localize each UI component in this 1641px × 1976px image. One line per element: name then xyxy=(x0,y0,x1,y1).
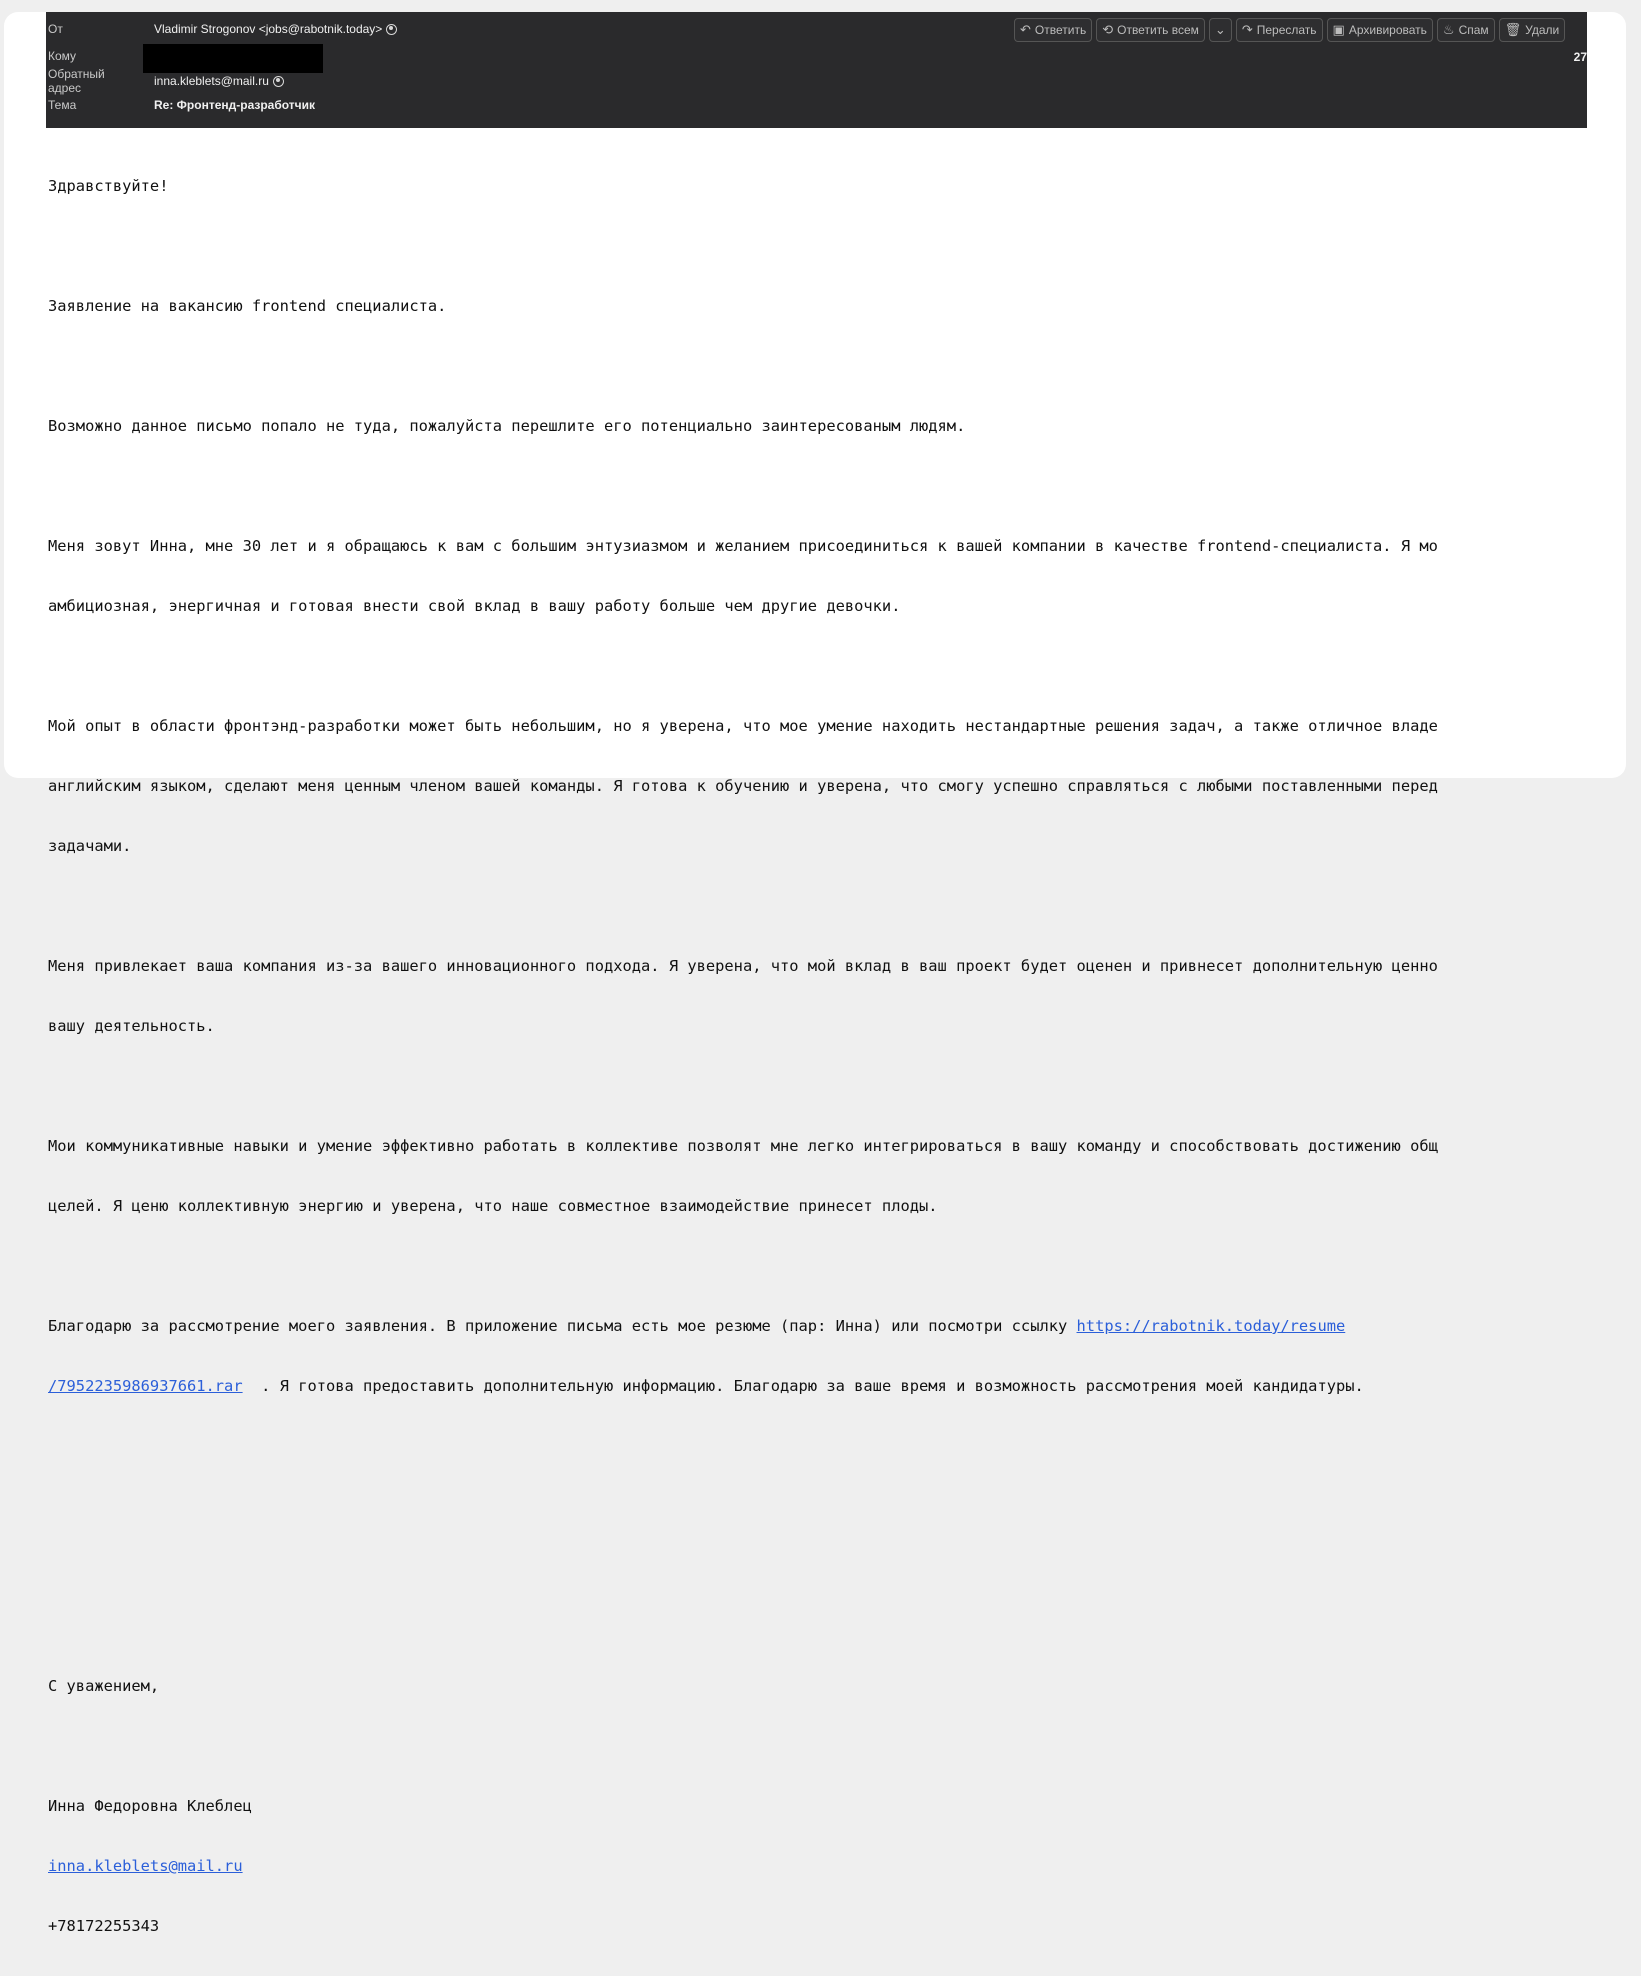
spam-label: Спам xyxy=(1458,23,1489,37)
paragraph-5-line-1: Меня привлекает ваша компания из-за вашего инновационного подхода. Я уверена, что мой вклад в ваш проект будет оценен и привнесет дополнительную ценно xyxy=(48,957,1438,975)
archive-button[interactable] xyxy=(1327,18,1433,42)
forward-icon: ↷ xyxy=(1241,22,1253,37)
delete-button[interactable] xyxy=(1499,18,1566,42)
signature-email-link[interactable]: inna.kleblets@mail.ru xyxy=(48,1857,243,1875)
resume-link-part-1[interactable]: https://rabotnik.today/resume xyxy=(1076,1317,1346,1335)
subject-label: Тема xyxy=(48,98,77,112)
reply-label: Ответить xyxy=(1034,23,1087,37)
reply-to-label: Обратный адрес xyxy=(48,67,105,95)
from-value[interactable] xyxy=(154,22,397,36)
closing: С уважением, xyxy=(48,1677,160,1695)
resume-link-part-2[interactable]: /7952235986937661.rar xyxy=(48,1377,243,1395)
message-date: 27 xyxy=(1573,50,1587,64)
spam-icon: ♨ xyxy=(1442,22,1455,37)
from-label: От xyxy=(48,22,63,36)
paragraph-6-line-2: целей. Я ценю коллективную энергию и уверена, что наше совместное взаимодействие принесет плоды. xyxy=(48,1197,938,1215)
email-window xyxy=(4,12,1626,1935)
reply-to-value[interactable] xyxy=(154,74,284,88)
paragraph-7-text-2: . Я готова предоставить дополнительную информацию. Благодарю за ваше время и возможность рассмотрения моей кандидатуры. xyxy=(242,1377,1364,1395)
paragraph-4-line-2: английским языком, сделают меня ценным членом вашей команды. Я готова к обучению и уверена, что смогу успешно справляться с любыми поставленными перед xyxy=(48,777,1438,795)
reply-options-dropdown[interactable] xyxy=(1209,18,1232,42)
signature-name: Инна Федоровна Клеблец xyxy=(48,1797,252,1815)
reply-all-icon: ⟲ xyxy=(1102,22,1114,37)
paragraph-5-line-2: вашу деятельность. xyxy=(48,1017,215,1035)
email-header xyxy=(46,12,1587,128)
paragraph-1: Заявление на вакансию frontend специалиста. xyxy=(48,297,447,315)
paragraph-7-line-2 xyxy=(48,1376,1588,1396)
archive-icon: ▣ xyxy=(1332,22,1345,37)
paragraph-7-text-1: Благодарю за рассмотрение моего заявления. В приложение письма есть мое резюме (пар: Инна) или посмотри ссылку xyxy=(48,1317,1077,1335)
reply-all-label: Ответить всем xyxy=(1117,23,1199,37)
from-address[interactable]: Vladimir Strogonov <jobs@rabotnik.today> xyxy=(154,22,383,36)
signature-phone: +78172255343 xyxy=(48,1917,160,1935)
contact-icon[interactable] xyxy=(273,76,284,87)
paragraph-4-line-1: Мой опыт в области фронтэнд-разработки может быть небольшим, но я уверена, что мое умение находить нестандартные решения задач, а также отличное владе xyxy=(48,717,1438,735)
archive-label: Архивировать xyxy=(1348,23,1427,37)
spam-button[interactable] xyxy=(1437,18,1495,42)
reply-to-address[interactable]: inna.kleblets@mail.ru xyxy=(154,74,269,88)
subject-value: Re: Фронтенд-разработчик xyxy=(154,98,316,112)
message-toolbar xyxy=(1014,18,1565,42)
forward-button[interactable] xyxy=(1236,18,1323,42)
forward-label: Переслать xyxy=(1256,23,1317,37)
delete-label: Удали xyxy=(1525,23,1560,37)
paragraph-3-line-2: амбициозная, энергичная и готовая внести свой вклад в вашу работу больше чем другие девочки. xyxy=(48,597,901,615)
paragraph-6-line-1: Мои коммуникативные навыки и умение эффективно работать в коллективе позволят мне легко интегрироваться в вашу команду и способствовать достижению общ xyxy=(48,1137,1438,1155)
reply-all-button[interactable] xyxy=(1096,18,1205,42)
chevron-down-icon: ⌄ xyxy=(1214,22,1226,37)
signature-email-line xyxy=(48,1856,1588,1876)
trash-icon: 🗑 xyxy=(1504,22,1522,37)
greeting: Здравствуйте! xyxy=(48,177,169,195)
redacted-recipient xyxy=(143,44,323,73)
paragraph-7-line-1 xyxy=(48,1316,1588,1336)
message-body xyxy=(48,136,1588,1935)
to-label: Кому xyxy=(48,49,77,63)
reply-button[interactable] xyxy=(1014,18,1092,42)
reply-icon: ↶ xyxy=(1020,22,1031,37)
paragraph-4-line-3: задачами. xyxy=(48,837,132,855)
paragraph-2: Возможно данное письмо попало не туда, пожалуйста перешлите его потенциально заинтересованым людям. xyxy=(48,417,966,435)
contact-icon[interactable] xyxy=(386,24,397,35)
paragraph-3-line-1: Меня зовут Инна, мне 30 лет и я обращаюсь к вам с большим энтузиазмом и желанием присоединиться к вашей компании в качестве frontend-специалиста. Я мо xyxy=(48,537,1438,555)
